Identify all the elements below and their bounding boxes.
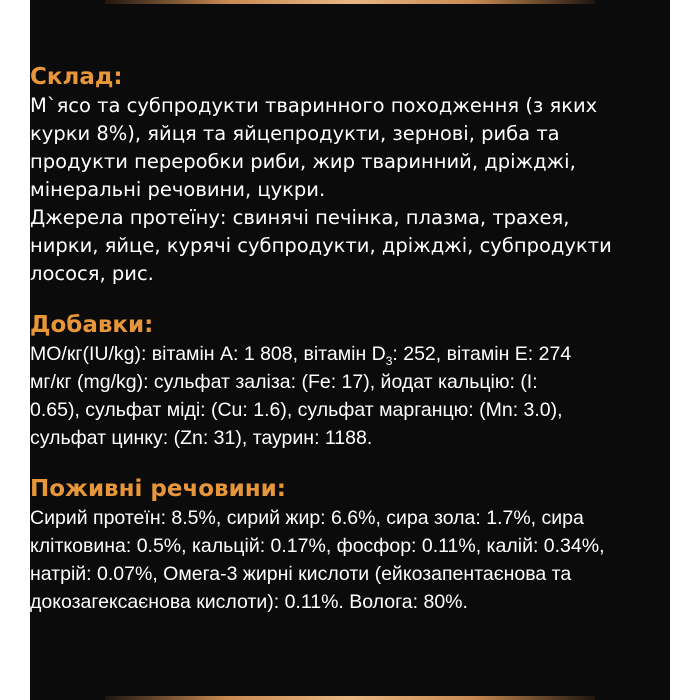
composition-section xyxy=(30,62,670,288)
additives-line-vitamins-pre: МО/кг(IU/kg): вітамін А: 1 808, вітамін D xyxy=(30,343,386,365)
additives-line: мг/кг (mg/kg): сульфат заліза: (Fe: 17), йодат кальцію: (I: xyxy=(30,371,538,393)
nutrients-line: клітковина: 0.5%, кальцій: 0.17%, фосфор: 0.11%, калій: 0.34%, xyxy=(30,535,605,557)
composition-line: продукти переробки риби, жир тваринний, дріжджі, xyxy=(30,150,576,173)
label-panel xyxy=(30,0,670,700)
additives-text xyxy=(30,340,670,452)
vitamin-d-subscript: 3 xyxy=(385,353,393,368)
nutrients-line: докозагексаєнова кислоти): 0.11%. Волога: 80%. xyxy=(30,591,468,613)
additives-section xyxy=(30,310,670,452)
nutrients-line: натрій: 0.07%, Омега-3 жирні кислоти (ейкозапентаєнова та xyxy=(30,563,572,585)
nutrients-line: Сирий протеїн: 8.5%, сирий жир: 6.6%, сира зола: 1.7%, сира xyxy=(30,507,584,529)
composition-line: Джерела протеїну: свинячі печінка, плазма, трахея, xyxy=(30,206,570,229)
nutrients-heading: Поживні речовини: xyxy=(30,476,286,502)
additives-line-vitamins xyxy=(30,340,670,368)
additives-line: сульфат цинку: (Zn: 31), таурин: 1188. xyxy=(30,427,373,449)
composition-line: М`ясо та субпродукти тваринного походження (з яких xyxy=(30,94,598,117)
composition-line: курки 8%), яйця та яйцепродукти, зернові, риба та xyxy=(30,122,560,145)
composition-line: нирки, яйце, курячі субпродукти, дріжджі, субпродукти xyxy=(30,234,612,257)
composition-line: мінеральні речовини, цукри. xyxy=(30,178,326,201)
additives-heading: Добавки: xyxy=(30,312,154,338)
bottom-gold-divider xyxy=(105,696,595,700)
composition-line: лосося, рис. xyxy=(30,262,154,285)
nutrients-text xyxy=(30,504,670,616)
composition-text xyxy=(30,92,670,288)
additives-line: 0.65), сульфат міді: (Cu: 1.6), сульфат марганцю: (Mn: 3.0), xyxy=(30,399,563,421)
additives-line-vitamins-post: : 252, вітамін Е: 274 xyxy=(392,343,572,365)
top-gold-divider xyxy=(105,0,595,4)
nutrients-section xyxy=(30,474,670,616)
composition-heading: Склад: xyxy=(30,64,123,90)
label-content xyxy=(30,62,670,638)
